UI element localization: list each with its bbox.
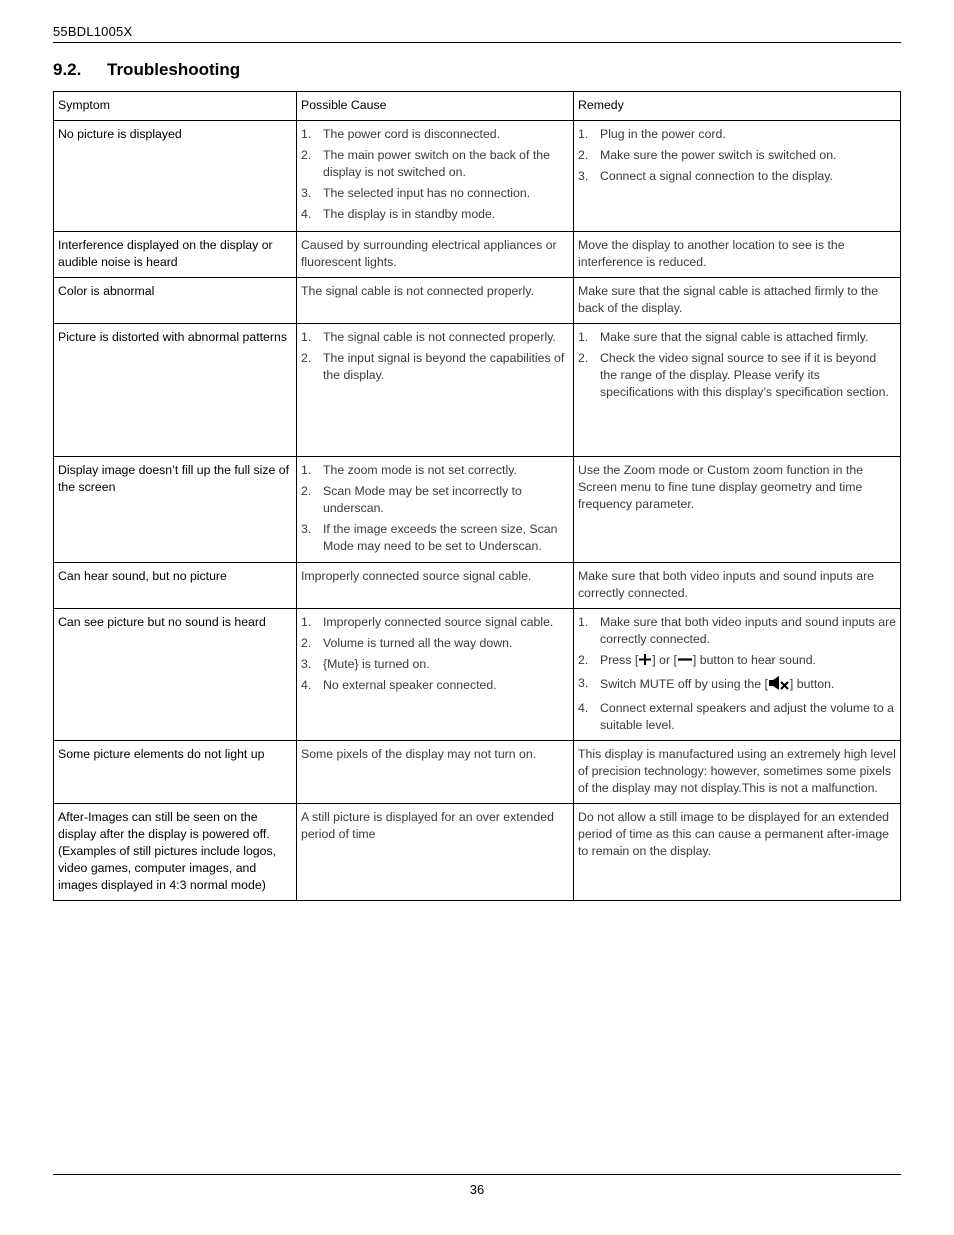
mute-button-icon (768, 675, 790, 696)
list-item: 1. The signal cable is not connected properly. (301, 330, 556, 344)
list-item: 4. The display is in standby mode. (301, 207, 496, 221)
remedy-cell: Make sure that both video inputs and sound inputs are correctly connected. (574, 563, 901, 609)
cause-cell (297, 457, 574, 563)
page-number: 36 (469, 1182, 485, 1197)
cause-cell (297, 609, 574, 741)
symptom-cell: Can hear sound, but no picture (54, 563, 297, 609)
header-rule (53, 42, 901, 43)
remedy-cell (574, 324, 901, 457)
header-possible-cause: Possible Cause (297, 92, 574, 121)
remedy-cell (574, 609, 901, 741)
header-symptom: Symptom (54, 92, 297, 121)
table-row (54, 563, 901, 609)
list-item: 1. The power cord is disconnected. (301, 127, 501, 141)
list-item: 3. {Mute} is turned on. (301, 657, 430, 671)
table-row (54, 232, 901, 278)
symptom-cell: Display image doesn’t fill up the full size of the screen (54, 457, 297, 563)
table-header-row (54, 92, 901, 121)
section-title: Troubleshooting (107, 60, 241, 79)
symptom-cell: Can see picture but no sound is heard (54, 609, 297, 741)
symptom-cell: Color is abnormal (54, 278, 297, 324)
cause-cell: A still picture is displayed for an over extended period of time (297, 804, 574, 901)
list-item: 2. The input signal is beyond the capabilities of the display. (301, 351, 565, 382)
table-row (54, 741, 901, 804)
table-row (54, 804, 901, 901)
list-item: 1. Improperly connected source signal cable. (301, 615, 554, 629)
list-item: 1. Plug in the power cord. (578, 127, 726, 141)
list-item: 1. The zoom mode is not set correctly. (301, 463, 517, 477)
table-row (54, 609, 901, 741)
footer-rule (53, 1174, 901, 1175)
list-item: 2. Press [ ] or [ ] button to hear sound. (578, 652, 896, 671)
cause-cell (297, 324, 574, 457)
list-item: 2. Make sure the power switch is switched on. (578, 148, 837, 162)
list-item: 3. Connect a signal connection to the display. (578, 169, 833, 183)
cause-cell: Caused by surrounding electrical appliances or fluorescent lights. (297, 232, 574, 278)
table-row (54, 121, 901, 232)
model-number: 55BDL1005X (53, 24, 133, 39)
plus-button-icon (638, 653, 652, 671)
list-item: 2. Check the video signal source to see if it is beyond the range of the display. Please verify its specifications with this display’s specification section. (578, 351, 889, 399)
remedy-cell (574, 121, 901, 232)
remedy-cell: Use the Zoom mode or Custom zoom function in the Screen menu to fine tune display geometry and time frequency parameter. (574, 457, 901, 563)
remedy-cell: This display is manufactured using an extremely high level of precision technology: however, sometimes some pixels of the display may not display.This is not a malfunction. (574, 741, 901, 804)
remedy-cell: Do not allow a still image to be displayed for an extended period of time as this can cause a permanent after-image to remain on the display. (574, 804, 901, 901)
table-row (54, 324, 901, 457)
cause-cell: Some pixels of the display may not turn on. (297, 741, 574, 804)
list-item: 1. Make sure that both video inputs and sound inputs are correctly connected. (578, 615, 897, 646)
list-item: 2. Volume is turned all the way down. (301, 636, 513, 650)
table-row (54, 457, 901, 563)
cause-cell: Improperly connected source signal cable. (297, 563, 574, 609)
list-item: 2. The main power switch on the back of the display is not switched on. (301, 148, 550, 179)
symptom-cell: Picture is distorted with abnormal patterns (54, 324, 297, 457)
list-item: 3. The selected input has no connection. (301, 186, 531, 200)
list-item: 3. If the image exceeds the screen size, Scan Mode may need to be set to Underscan. (301, 522, 558, 553)
remedy-cell: Move the display to another location to see is the interference is reduced. (574, 232, 901, 278)
troubleshooting-table (53, 91, 901, 901)
list-item: 1. Make sure that the signal cable is attached firmly. (578, 330, 869, 344)
list-item: 3. Switch MUTE off by using the [ ] button. (578, 675, 896, 696)
list-item: 2. Scan Mode may be set incorrectly to underscan. (301, 484, 522, 515)
header-remedy: Remedy (574, 92, 901, 121)
cause-cell (297, 121, 574, 232)
list-item: 4. No external speaker connected. (301, 678, 497, 692)
list-item: 4. Connect external speakers and adjust the volume to a suitable level. (578, 701, 894, 732)
section-heading (53, 60, 240, 80)
cause-cell: The signal cable is not connected properly. (297, 278, 574, 324)
table-row (54, 278, 901, 324)
symptom-cell: Some picture elements do not light up (54, 741, 297, 804)
minus-button-icon (677, 653, 693, 671)
symptom-cell: Interference displayed on the display or audible noise is heard (54, 232, 297, 278)
symptom-cell: After-Images can still be seen on the display after the display is powered off. (Examples of still pictures include logos, video games, computer images, and images displayed in 4:3 normal mode) (54, 804, 297, 901)
remedy-cell: Make sure that the signal cable is attached firmly to the back of the display. (574, 278, 901, 324)
section-number: 9.2. (53, 60, 82, 79)
symptom-cell: No picture is displayed (54, 121, 297, 232)
